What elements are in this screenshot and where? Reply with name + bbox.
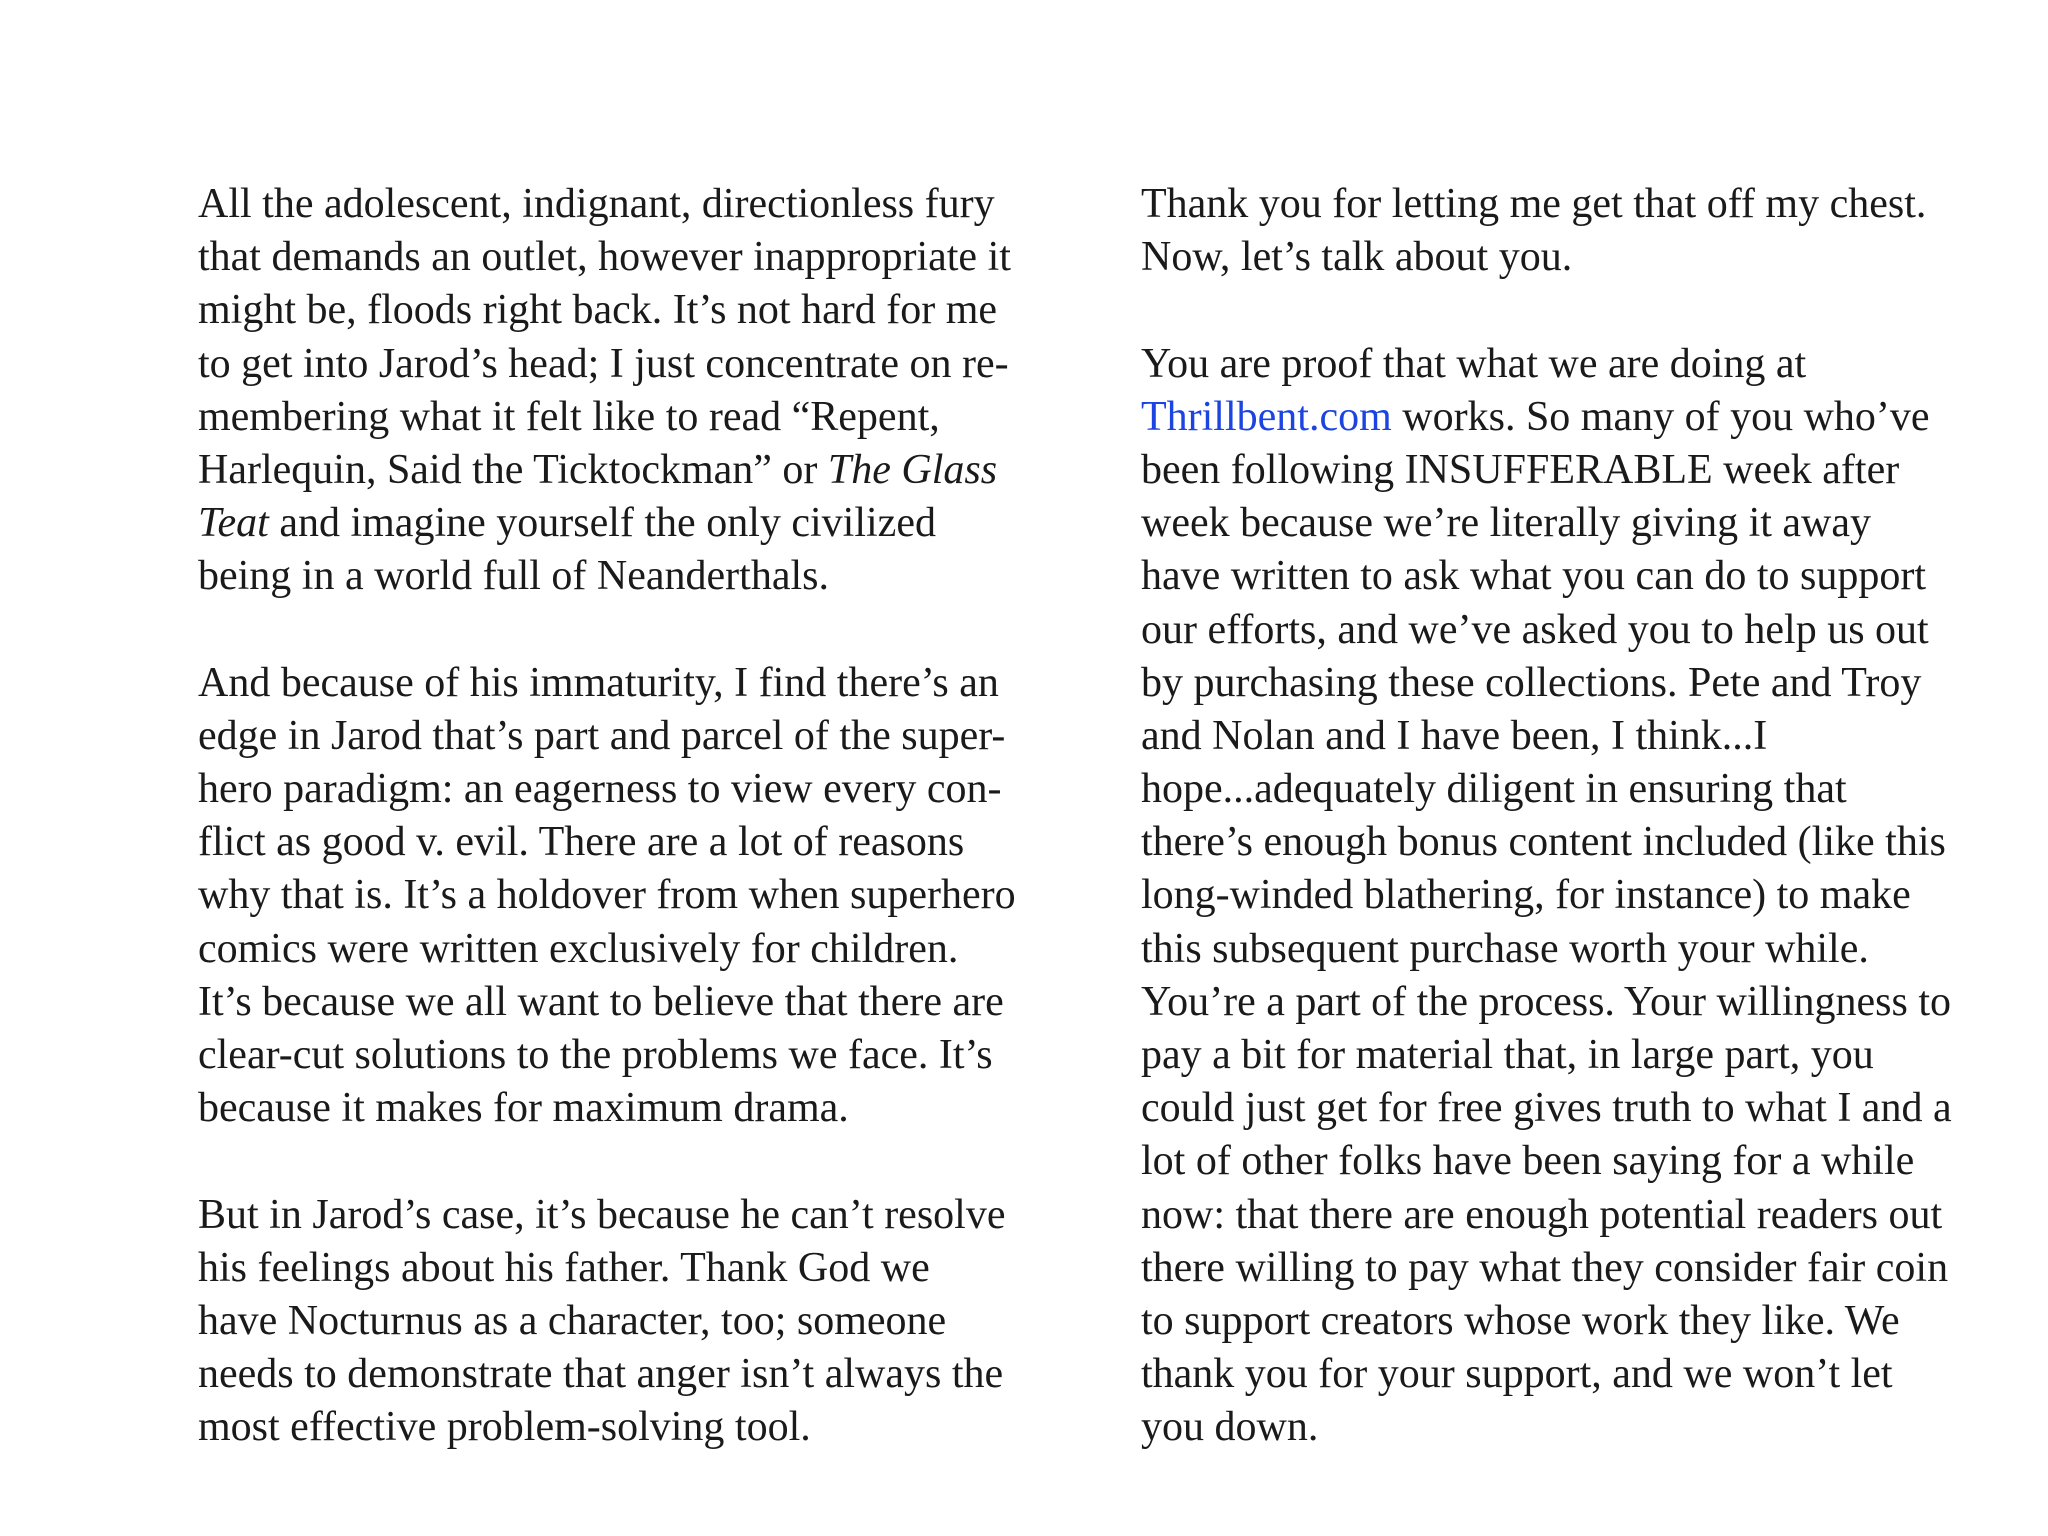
text-line: could just get for free gives truth to what I and a [1141,1085,1952,1132]
text-line: have Nocturnus as a character, too; someone [198,1297,947,1344]
text-line: pay a bit for material that, in large part, you [1141,1032,1874,1078]
text-line: there willing to pay what they consider fair coin [1141,1244,1949,1291]
book-title-italic: Teat [198,500,269,547]
text-line: there’s enough bonus content included (like this [1141,819,1946,866]
text-line: have written to ask what you can do to support [1141,553,1926,600]
paragraph-gap [198,604,1088,657]
text-line: All the adolescent, indignant, directionless fury [198,181,995,227]
text-run: works. So many of you who’ve [1391,393,1930,440]
text-line: you down. [1141,1404,1319,1451]
paragraph-gap [1141,284,2021,337]
text-line: hope...adequately diligent in ensuring that [1141,766,1847,813]
text-line: Now, let’s talk about you. [1141,234,1573,281]
text-line: been following INSUFFERABLE week after [1141,446,1900,493]
paragraph [1141,338,2021,1455]
text-run: Harlequin, Said the Ticktockman” or [198,446,828,493]
text-line: to get into Jarod’s head; I just concentrate on re- [198,340,1009,387]
text-line: Thank you for letting me get that off my chest. [1141,181,1927,227]
text-line: long-winded blathering, for instance) to make [1141,872,1911,919]
paragraph [198,178,1088,604]
text-line: and Nolan and I have been, I think...I [1141,712,1768,759]
text-run: and imagine yourself the only civilized [268,500,936,547]
text-line: membering what it felt like to read “Repent, [198,393,940,440]
text-line: might be, floods right back. It’s not hard for me [198,287,998,334]
text-line: And because of his immaturity, I find there’s an [198,659,999,706]
text-line: to support creators whose work they like. We [1141,1297,1900,1344]
left-column [198,178,1088,1455]
text-line: lot of other folks have been saying for a while [1141,1138,1915,1185]
text-line: being in a world full of Neanderthals. [198,553,829,600]
text-line: most effective problem-solving tool. [198,1404,811,1451]
paragraph [1141,178,2021,284]
text-line [198,444,1088,497]
text-line: thank you for your support, and we won’t let [1141,1351,1893,1398]
text-line: that demands an outlet, however inappropriate it [198,234,1011,281]
text-line: It’s because we all want to believe that there are [198,978,1004,1025]
text-line: You are proof that what we are doing at [1141,340,1807,387]
text-line: comics were written exclusively for children. [198,925,959,972]
text-line: week because we’re literally giving it away [1141,500,1872,547]
text-line [1141,391,2021,444]
thrillbent-link[interactable]: Thrillbent.com [1141,393,1392,440]
text-line [198,497,1088,550]
text-line: hero paradigm: an eagerness to view every con- [198,766,1002,813]
text-line: clear-cut solutions to the problems we face. It’s [198,1032,993,1078]
right-column [1141,178,2021,1455]
text-line: needs to demonstrate that anger isn’t always the [198,1351,1004,1398]
paragraph-gap [198,1135,1088,1188]
text-line: his feelings about his father. Thank God we [198,1244,930,1291]
text-line: You’re a part of the process. Your willingness to [1141,978,1951,1025]
paragraph [198,1189,1088,1455]
text-line: flict as good v. evil. There are a lot of reasons [198,819,965,866]
paragraph [198,657,1088,1136]
book-title-italic: The Glass [827,446,998,493]
text-line: this subsequent purchase worth your while. [1141,925,1869,972]
text-line: now: that there are enough potential readers out [1141,1191,1943,1238]
text-line: But in Jarod’s case, it’s because he can’t resolve [198,1191,1006,1238]
text-line: why that is. It’s a holdover from when superhero [198,872,1016,919]
text-line: by purchasing these collections. Pete and Troy [1141,659,1922,706]
text-line: because it makes for maximum drama. [198,1085,849,1132]
text-line: our efforts, and we’ve asked you to help us out [1141,606,1929,653]
text-line: edge in Jarod that’s part and parcel of the super- [198,712,1006,759]
